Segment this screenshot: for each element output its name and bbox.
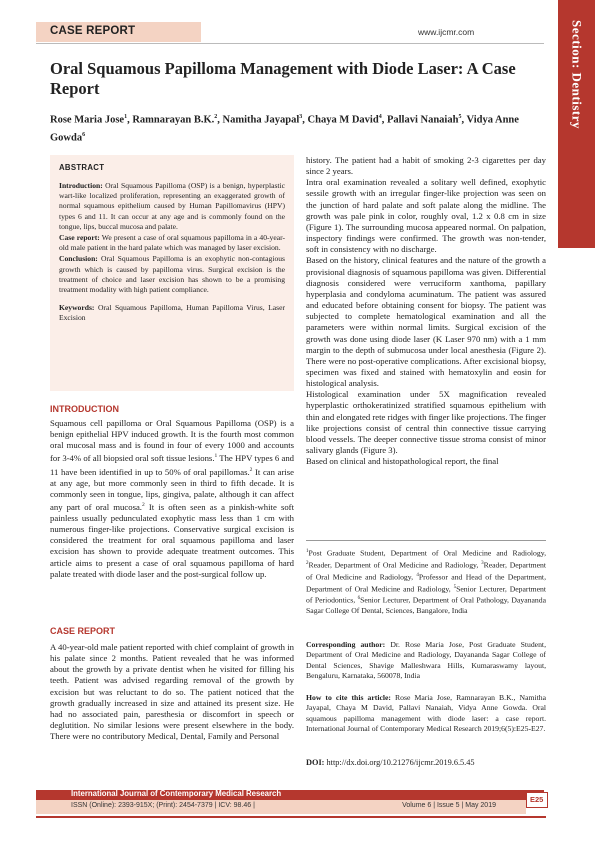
introduction-paragraph: Squamous cell papilloma or Oral Squamous Papilloma (OSP) is a benign epithelial HPV induced growth. It is the fourth most common oral mucosal mass and is found in four of every 1000 and accounts for 3-4% of all biopsied oral soft tissue lesions.$^1$ The HPV types 6 and 11 have been identified in up to 50% of oral papillomas.$^2$ It can arise at any age, but more commonly seen in third to fifth decade. It is commonly seen in tongue, lips, gingiva, palate, although it can affect any part of oral mucosa.$^2$ It is often seen as a pinkish-white soft painless usually pedunculated exophytic mass less than 1 cm with numerous finger-like projections. Conservative surgical excision is considered the treatment for oral squamous papilloma and laser excision has shown to provide adequate treatment outcomes. This article aims to present a case of oral squamous papilloma of hard palate treated with diode laser and the post-surgical follow up. — [50, 418, 295, 579]
doi: DOI: http://dx.doi.org/10.21276/ijcmr.2019.6.5.45 — [306, 758, 475, 767]
abstract-heading: ABSTRACT — [59, 163, 105, 172]
case-report-label: CASE REPORT — [50, 25, 136, 37]
footer-bottom-rule — [36, 816, 546, 818]
abstract-intro: Introduction: Oral Squamous Papilloma (OSP) is a benign, hyperplastic wart-like localized proliferation, representing an exaggerated growth of normal squamous epithelium caused by Human Papillomavirus (HPV) types 6 and 11. It can occur at any age and is commonly found on the tongue, lips, buccal mucosa and palate. — [59, 181, 285, 231]
case-report-paragraph: A 40-year-old male patient reported with chief complaint of growth in his palate since 2 months. Patient revealed that he was informed about the growth by a private dentist when he visited for filling his teeth. Patient was advised regarding removal of the growth by excision but was reluctant to do so. The patient noticed that the growth gradually increased in size and attained its present size. He had no associated pain, paresthesia or discomfort in speech or deglutition. No similar lesions were present elsewhere in the body. There were no contributory Medical, Dental, Family and Personal — [50, 642, 294, 742]
author: Vidya Anne Gowda — [50, 114, 519, 143]
body-paragraph: Based on the history, clinical features and the nature of the growth a provisional diagnosis of squamous papilloma was given. Differential diagnosis considered were verruciform xanthoma, papillary hyperplasia and condyloma acuminatum. The patient was assured and educated before obtaining consent for biopsy. The patient was subjected to complete hematological examination and all the parameters were within normal limits. Surgical excision of the growth was done using diode laser (K Laser 970 nm) with a 1 mm margin to the depth of submucosa under local anesthesia (Figure 2). There were no post-operative complications. After excisional biopsy, specimen was fixed and stained with hematoxylin and eosin for histological analysis. — [306, 255, 546, 389]
website-link[interactable]: www.ijcmr.com — [418, 27, 475, 37]
right-column-body — [306, 155, 546, 467]
author: Chaya M David — [307, 114, 379, 126]
footer-journal-name: International Journal of Contemporary Medical Research — [71, 789, 282, 798]
footer-info-bar — [36, 800, 526, 814]
citation: How to cite this article: Rose Maria Jose, Ramnarayan B.K., Namitha Jayapal, Chaya M David, Pallavi Nanaiah, Vidya Anne Gowda. Oral squamous papilloma management with diode laser: a case report. International Journal of Contemporary Medical Research 2019;6(5):E25-E27. — [306, 693, 547, 733]
author: Namitha Jayapal — [222, 114, 300, 126]
affiliations: $^1$Post Graduate Student, Department of Oral Medicine and Radiology, $^2$Reader, Department of Oral Medicine and Radiology, $^3$Reader, Department of Oral Medicine and Radiology, $^4$Professor and Head of the Department, Department of Oral Medicine and Radiology, $^5$Senior Lecturer, Department of Periodontics, $^6$Senior Lecturer, Department of Oral Pathology, Dayananda Sagar College Of Dental, Sciences, Bangalore, India — [306, 548, 546, 616]
author: Pallavi Nanaiah — [386, 114, 459, 126]
section-label: Section: Dentistry — [569, 20, 585, 130]
author: Rose Maria Jose — [50, 114, 125, 126]
article-title: Oral Squamous Papilloma Management with Diode Laser: A Case Report — [50, 59, 516, 98]
abstract-box — [50, 155, 294, 391]
body-paragraph: Intra oral examination revealed a solitary well defined, exophytic sessile growth with an irregular finger-like projection was seen on the junction of hard palate and soft palate along the midline. The growth was pale pink in color, roughly oval, 1.2 x 0.8 cm in size (Figure 1). The surrounding mucosa appeared normal. On palpation, inspectory findings were confirmed. The growth was non-tender, soft in consistency with no discharge. — [306, 177, 546, 255]
section-tab — [558, 0, 595, 248]
doi-link[interactable]: http://dx.doi.org/10.21276/ijcmr.2019.6.5.45 — [326, 758, 475, 767]
abstract-conclusion: Conclusion: Oral Squamous Papilloma is an exophytic non-contagious growth which is caused by papilloma virus. Surgical excision is the treatment of choice and laser excision has shown to be a promising treatment modality with high patient compliance. — [59, 254, 285, 295]
author: Ramnarayan B.K. — [132, 114, 215, 126]
author-list: Rose Maria Jose$^1$, Ramnarayan B.K.$^2$, Namitha Jayapal$^3$, Chaya M David$^4$, Pallavi Nanaiah$^5$, Vidya Anne Gowda$^6$ — [50, 114, 519, 143]
body-paragraph: history. The patient had a habit of smoking 2-3 cigarettes per day since 2 years. — [306, 155, 546, 177]
footer-journal-bar — [36, 790, 544, 800]
page-number-box — [526, 792, 548, 808]
abstract-keywords: Keywords: Oral Squamous Papilloma, Human Papilloma Virus, Laser Excision — [59, 303, 285, 323]
footer-issn: ISSN (Online): 2393-915X; (Print): 2454-7379 | ICV: 98.46 | — [71, 802, 255, 809]
footnote-divider — [306, 540, 546, 541]
case-report-section — [50, 626, 294, 742]
page-number: E25 — [530, 795, 544, 804]
header-divider — [36, 43, 544, 44]
introduction-section — [50, 404, 294, 580]
section-heading-case-report: CASE REPORT — [50, 626, 116, 636]
body-paragraph: Histological examination under 5X magnification revealed hyperplastic orthokeratinized stratified squamous epithelium with thin and elongated rete ridges with finger like projections. The finger like projections consist of central thin connective tissue carrying blood vessels. The deeper connective tissue stroma consist of minor salivary glands (Figure 3). — [306, 389, 546, 456]
section-heading-introduction: INTRODUCTION — [50, 404, 119, 414]
body-paragraph: Based on clinical and histopathological report, the final — [306, 456, 499, 467]
abstract-case: Case report: We present a case of oral squamous papilloma in a 40-year-old male patient in the hard palate which was managed by laser excision. — [59, 233, 285, 253]
corresponding-author: Corresponding author: Dr. Rose Maria Jose, Post Graduate Student, Department of Oral Medicine and Radiology, Dayananda Sagar College of Dental Sciences, Shavige Malleshwara Hills, Kumaraswamy layout, Bengaluru, Karnataka, 560078, India — [306, 640, 546, 680]
footer-volume: Volume 6 | Issue 5 | May 2019 — [402, 802, 496, 809]
case-report-band — [36, 22, 201, 42]
